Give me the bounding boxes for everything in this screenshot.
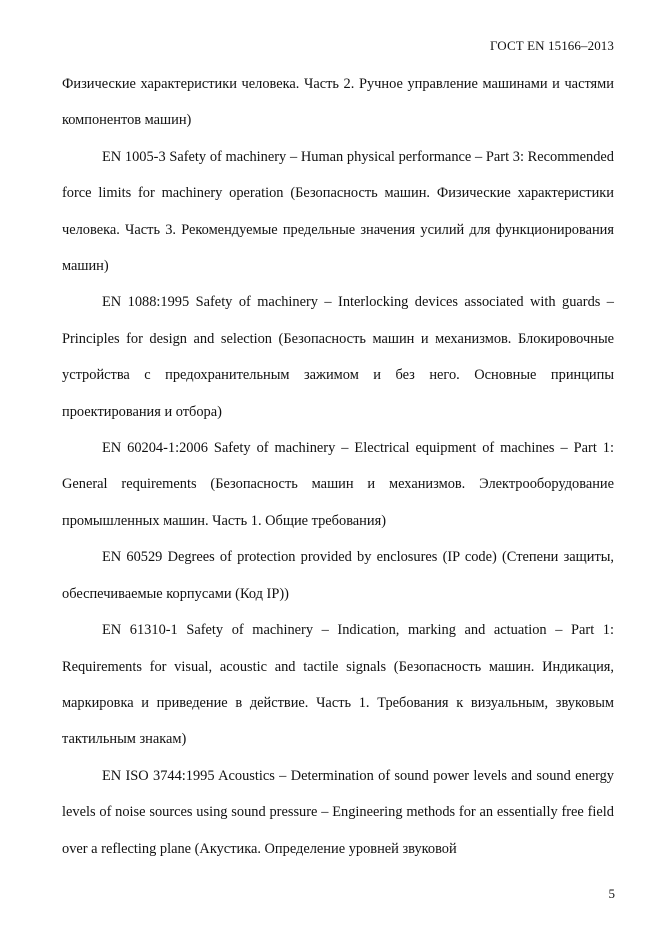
page-header-standard: ГОСТ EN 15166–2013 — [490, 38, 614, 53]
document-body — [62, 66, 614, 867]
paragraph-continuation: Физические характеристики человека. Часть 2. Ручное управление машинами и частями компонентов машин) — [62, 76, 614, 129]
reference-en-1005-3: EN 1005-3 Safety of machinery – Human physical performance – Part 3: Recommended force limits for machinery operation (Безопасность машин. Физические характеристики человека. Часть 3. Рекомендуемые предельные значения усилий для функционирования машин) — [62, 148, 614, 275]
reference-en-60204-1: EN 60204-1:2006 Safety of machinery – Electrical equipment of machines – Part 1: General requirements (Безопасность машин и механизмов. Электрооборудование промышленных машин. Часть 1. Общие требования) — [62, 440, 614, 529]
reference-en-iso-3744: EN ISO 3744:1995 Acoustics – Determination of sound power levels and sound energy levels of noise sources using sound pressure – Engineering methods for an essentially free field over a reflecting plane (Акустика. Определение уровней звуковой — [62, 767, 614, 857]
reference-en-1088: EN 1088:1995 Safety of machinery – Interlocking devices associated with guards – Principles for design and selection (Безопасность машин и механизмов. Блокировочные устройства с предохранительным зажимом и без него. Основные принципы проектирования и отбора) — [62, 294, 614, 420]
reference-en-60529: EN 60529 Degrees of protection provided by enclosures (IP code) (Степени защиты, обеспечиваемые корпусами (Код IP)) — [62, 549, 614, 602]
reference-en-61310-1: EN 61310-1 Safety of machinery – Indication, marking and actuation – Part 1: Requirements for visual, acoustic and tactile signals (Безопасность машин. Индикация, маркировка и приведение в действие. Часть 1. Требования к визуальным, звуковым тактильным знакам) — [62, 622, 614, 748]
page-number: 5 — [608, 886, 615, 901]
